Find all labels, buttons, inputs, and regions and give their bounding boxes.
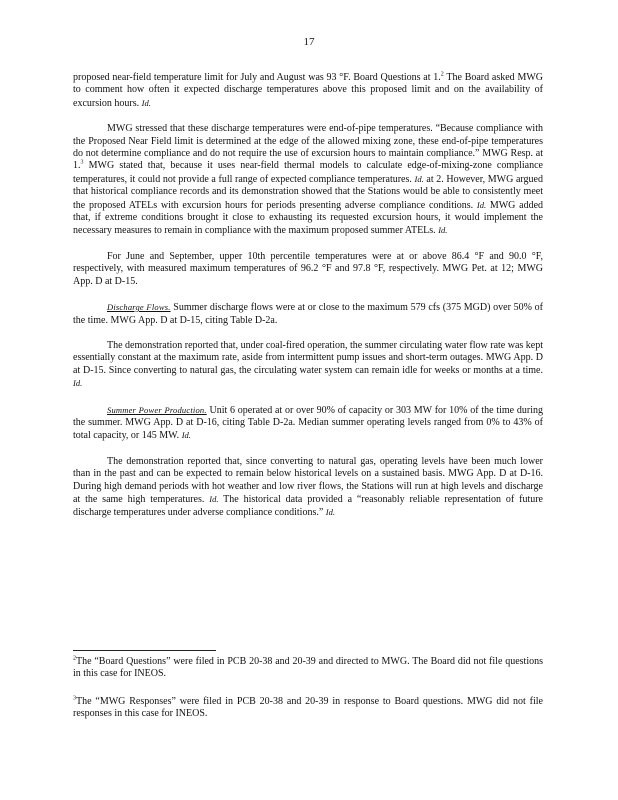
section-heading-discharge-flows: Discharge Flows. xyxy=(107,302,171,313)
paragraph-1 xyxy=(73,72,543,110)
id-citation: Id. xyxy=(438,225,448,236)
footnote-number: 3 xyxy=(73,695,76,702)
footnote-separator xyxy=(73,650,216,651)
paragraph-4-text: Summer discharge flows were at or close to the maximum 579 cfs (375 MGD) over 50% of the time. MWG App. D at D-15, citing Table D-2a. xyxy=(73,302,543,326)
paragraph-2-text-b: MWG stated that, because it uses near-field thermal models to calculate edge-of-mixing-zone compliance temperatures, it could not provide a full range of expected compliance temperatures. xyxy=(73,160,543,185)
footnote-3 xyxy=(73,696,543,721)
paragraph-2-text-a: MWG stressed that these discharge temperatures were end-of-pipe temperatures. “Because compliance with the Proposed Near Field limit is determined at the edge of the allowed mixing zone, these end-of-pipe temperatures do not determine compliance and do not require the use of excursion hours to maintain compliance.” MWG Resp. at 1. xyxy=(73,123,543,172)
section-heading-summer-power-production: Summer Power Production. xyxy=(107,404,207,415)
footnote-ref-3: 3 xyxy=(80,160,84,167)
id-citation: Id. xyxy=(476,199,487,210)
paragraph-7-text-b: The historical data provided a “reasonably reliable representation of future discharge temperatures under adverse compliance conditions.” xyxy=(73,493,543,519)
footnote-text: The “Board Questions” were filed in PCB 20-38 and 20-39 and directed to MWG. The Board did not file questions in this case for INEOS. xyxy=(73,656,543,680)
footnote-text: The “MWG Responses” were filed in PCB 20-38 and 20-39 in response to Board questions. MWG did not file responses in this case for INEOS. xyxy=(73,695,543,720)
footnote-ref-2: 2 xyxy=(440,71,444,78)
page-number: 17 xyxy=(303,36,315,48)
id-citation: Id. xyxy=(414,173,424,184)
paragraph-5 xyxy=(73,340,543,391)
document-body xyxy=(73,72,543,533)
id-citation: Id. xyxy=(181,430,191,441)
paragraph-5-text: The demonstration reported that, under coal-fired operation, the summer circulating water flow rate was kept essentially constant at the maximum rate, aside from intermittent pump issues and short-term outages. MWG App. D at D-15. Since converting to natural gas, the circulating water system can remain idle for weeks or months at a time. xyxy=(73,339,543,376)
footnotes xyxy=(73,656,543,736)
paragraph-2 xyxy=(73,123,543,238)
paragraph-4 xyxy=(73,301,543,327)
id-citation: Id. xyxy=(73,378,83,389)
paragraph-6 xyxy=(73,404,543,443)
footnote-number: 2 xyxy=(73,655,76,662)
paragraph-7-text-a: The demonstration reported that, since converting to natural gas, operating levels have been much lower than in the past and can be expected to remain below historical levels on a sustained basis. MWG App. D at D-16. During high demand periods with hot weather and low river flows, the Stations will run at high levels and discharge at the same high temperatures. xyxy=(73,455,543,505)
paragraph-2-text-d: MWG added that, if extreme conditions brought it close to exhausting its requested excursion hours, it would implement the necessary measures to remain in compliance with the maximum proposed summer ATELs. xyxy=(73,199,544,237)
id-citation: Id. xyxy=(141,97,151,108)
id-citation: Id. xyxy=(325,507,335,518)
paragraph-1-text-b: The Board asked MWG to comment how often it expected discharge temperatures above this proposed limit and on the availability of excursion hours. xyxy=(73,72,543,109)
id-citation: Id. xyxy=(209,493,219,504)
footnote-2 xyxy=(73,656,543,681)
paragraph-3: For June and September, upper 10th percentile temperatures were at or above 86.4 °F and 90.0 °F, respectively, with measured maximum temperatures of 96.2 °F and 97.8 °F, respectively. MWG Pet. at 12; MWG App. D at D-15. xyxy=(73,250,543,287)
paragraph-2-text-c: at 2. However, MWG argued that historical compliance records and its demonstration showed that the Stations would be able to consistently meet the proposed ATELs with excursion hours for periods presenting adverse compliance conditions. xyxy=(73,173,543,211)
paragraph-1-text-a: proposed near-field temperature limit for July and August was 93 °F. Board Questions at 1. xyxy=(73,72,441,83)
paragraph-6-text: Unit 6 operated at or over 90% of capacity or 303 MW for 10% of the time during the summer. MWG App. D at D-16, citing Table D-2a. Median summer operating levels ranged from 0% to 43% of total capacity, or 145 MW. xyxy=(73,404,543,442)
paragraph-7 xyxy=(73,456,543,520)
